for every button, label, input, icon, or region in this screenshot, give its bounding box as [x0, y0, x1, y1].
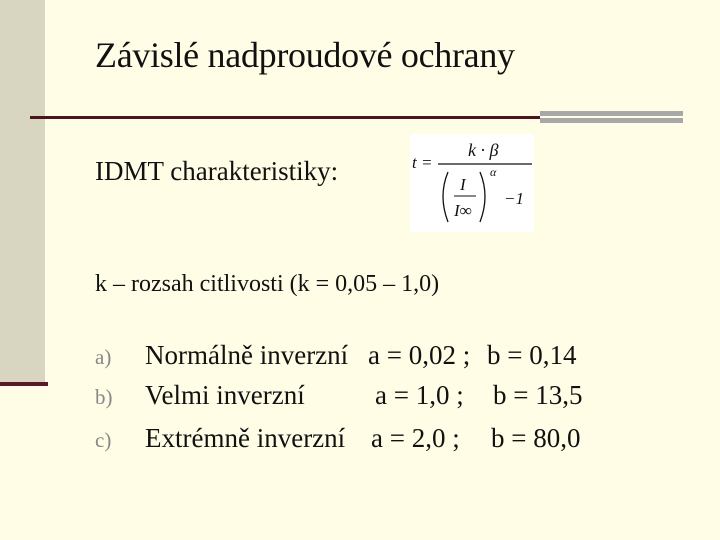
formula-lhs: t = [412, 153, 433, 172]
sidebar-accent-line [0, 382, 48, 386]
formula-svg [410, 134, 534, 232]
alpha-value: a = 0,02 ; [368, 340, 471, 370]
list-marker: a) [95, 345, 112, 369]
formula-inner-denominator: I∞ [454, 201, 472, 220]
title-rule-gray [540, 111, 683, 123]
formula-right-paren [480, 172, 485, 222]
formula-image [410, 134, 534, 232]
list-marker: b) [95, 385, 113, 409]
beta-value: b = 80,0 [491, 423, 581, 453]
title-rule [30, 116, 540, 119]
alpha-value: a = 2,0 ; [371, 423, 460, 453]
subheading: IDMT charakteristiky: [95, 156, 339, 186]
curve-name: Extrémně inverzní [145, 423, 346, 453]
formula-minus-one: −1 [504, 189, 524, 208]
slide-title: Závislé nadproudové ochrany [95, 35, 515, 75]
beta-value: b = 13,5 [493, 380, 583, 410]
formula-numerator: k · β [468, 140, 499, 160]
formula-inner-numerator: I [460, 175, 466, 194]
formula-left-paren [443, 172, 448, 222]
formula-exponent: α [490, 165, 497, 179]
beta-value: b = 0,14 [487, 340, 577, 370]
curve-name: Normálně inverzní [145, 340, 349, 370]
curve-name: Velmi inverzní [145, 380, 305, 410]
sensitivity-range-text: k – rozsah citlivosti (k = 0,05 – 1,0) [95, 271, 440, 297]
list-marker: c) [95, 428, 112, 452]
alpha-value: a = 1,0 ; [375, 380, 464, 410]
sidebar-band [0, 0, 45, 385]
